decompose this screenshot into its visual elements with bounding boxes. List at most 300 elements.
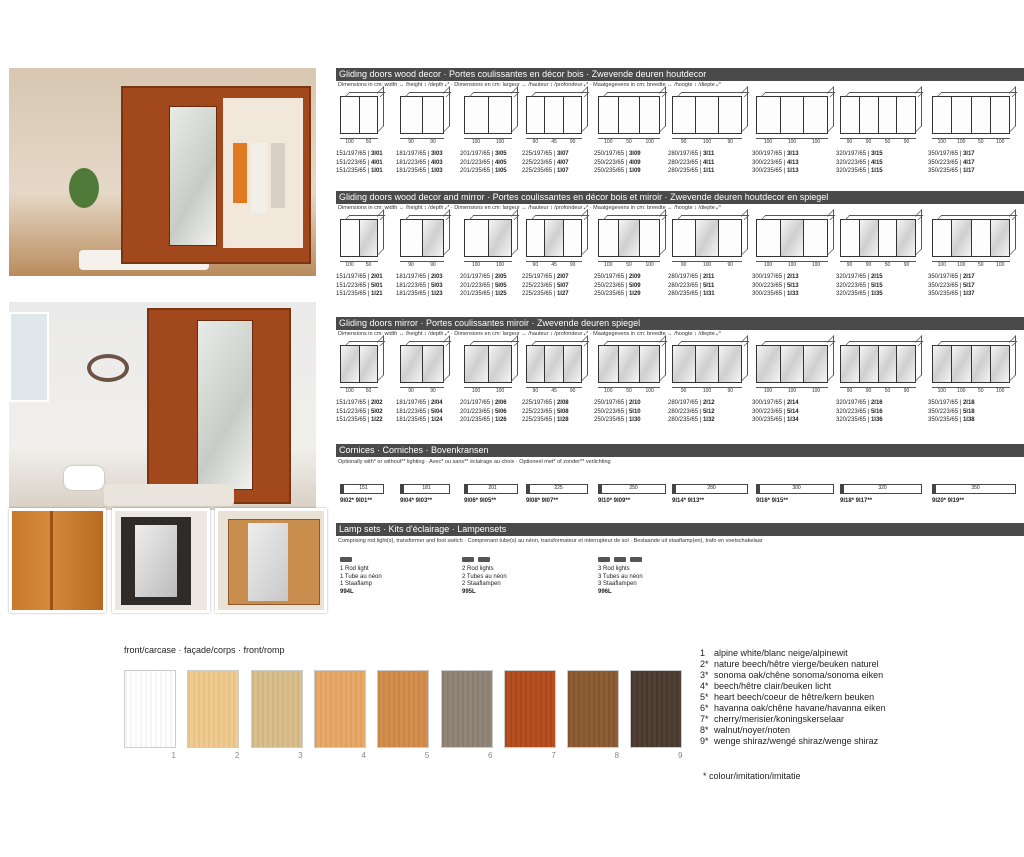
finish-swatch[interactable] (314, 670, 366, 748)
rod-light-icon (598, 557, 643, 562)
finish-swatch[interactable] (504, 670, 556, 748)
door-width-label: 90 (569, 139, 576, 145)
cornice-width: 320 (878, 485, 887, 491)
size-code-row[interactable]: 181/235/65 | 1I03 (396, 168, 443, 174)
cornice-diagram[interactable] (526, 484, 588, 494)
article-code: 2I06 (494, 400, 507, 406)
size-code-row[interactable]: 250/235/65 | 1I29 (594, 291, 641, 297)
door-width-label: 50 (626, 262, 632, 268)
wardrobe-mirror-door (197, 320, 253, 490)
door-widths (932, 261, 1010, 268)
size-code-list (336, 399, 383, 425)
size-label: 250/235/65 (594, 291, 625, 297)
size-label: 350/197/65 (928, 400, 959, 406)
door-width-label: 90 (903, 388, 910, 394)
size-code-row[interactable]: 225/235/65 | 1I28 (522, 417, 569, 423)
size-label: 300/197/65 (752, 151, 783, 157)
wardrobe-diagram[interactable] (932, 219, 1010, 257)
door-panel (545, 346, 563, 382)
size-code-list (836, 150, 883, 176)
size-label: 350/235/65 (928, 417, 959, 423)
article-code: 5I11 (702, 282, 715, 289)
door-panel (619, 346, 639, 382)
door-width-label: 90 (680, 388, 687, 394)
size-code-row[interactable]: 225/223/65 | 5I08 (522, 408, 569, 415)
wardrobe-diagram[interactable] (526, 219, 582, 257)
size-code-row[interactable]: 350/223/65 | 5I18 (928, 408, 975, 415)
door-panel (673, 346, 696, 382)
cornice-diagram[interactable] (932, 484, 1016, 494)
door-panel (972, 220, 991, 256)
door-panel (673, 220, 696, 256)
wardrobe-diagram[interactable] (526, 96, 582, 134)
size-label: 350/223/65 (928, 408, 959, 415)
door-width-label: 100 (345, 139, 354, 145)
door-width-label: 100 (811, 262, 821, 268)
article-code: 5I05 (494, 282, 507, 289)
size-code-row[interactable]: 280/197/65 | 2I11 (668, 274, 715, 280)
finish-title: front/carcase · façade/corps · front/romp (124, 645, 285, 655)
size-label: 225/197/65 (522, 400, 553, 406)
wardrobe-diagram[interactable] (756, 345, 828, 383)
wardrobe-diagram[interactable] (672, 345, 742, 383)
size-code-row[interactable]: 300/197/65 | 3I13 (752, 151, 799, 157)
size-code-row[interactable]: 181/197/65 | 2I04 (396, 400, 443, 406)
finish-number: 6* (700, 703, 709, 713)
size-code-row[interactable]: 300/235/65 | 1I33 (752, 291, 799, 297)
size-label: 151/197/65 (336, 274, 367, 280)
door-width-label: 90 (727, 388, 734, 394)
wardrobe-diagram[interactable] (340, 345, 378, 383)
size-code-row[interactable]: 181/197/65 | 2I03 (396, 274, 443, 280)
door-panel (401, 346, 423, 382)
size-code-row[interactable]: 320/235/65 | 1I36 (836, 417, 883, 423)
size-code-row[interactable]: 300/223/65 | 5I13 (752, 282, 799, 289)
size-code-row[interactable]: 250/197/65 | 3I09 (594, 151, 641, 157)
size-label: 225/223/65 (522, 159, 553, 166)
size-code-row[interactable]: 201/223/65 | 5I06 (460, 408, 507, 415)
swatch-number: 5 (424, 751, 430, 760)
swatch-number: 4 (361, 751, 366, 760)
article-code: 5I13 (786, 282, 799, 289)
size-code-row[interactable]: 300/197/65 | 2I14 (752, 400, 799, 406)
door-panel (879, 346, 898, 382)
size-code-row[interactable]: 320/223/65 | 4I15 (836, 159, 883, 166)
wardrobe-diagram[interactable] (400, 219, 444, 257)
size-label: 151/223/65 (336, 408, 367, 415)
cornice-diagram[interactable] (400, 484, 450, 494)
finish-swatch[interactable] (187, 670, 239, 748)
lamp-line: 2 Tubes au néon (462, 573, 507, 580)
door-panel (781, 220, 805, 256)
size-label: 320/223/65 (836, 282, 867, 289)
wardrobe-diagram[interactable] (932, 345, 1010, 383)
door-widths (526, 387, 582, 394)
door-panel (696, 97, 719, 133)
size-code-row[interactable]: 225/223/65 | 5I07 (522, 282, 569, 289)
size-code-row[interactable]: 181/235/65 | 1I24 (396, 417, 443, 423)
size-code-row[interactable]: 151/197/65 | 2I01 (336, 274, 383, 280)
size-label: 320/235/65 (836, 291, 867, 297)
door-widths (598, 387, 660, 394)
door-width-label: 50 (365, 388, 372, 394)
finish-legend (700, 648, 886, 747)
lamp-set[interactable] (340, 557, 382, 596)
size-code-row[interactable]: 320/223/65 | 5I16 (836, 408, 883, 415)
wardrobe-diagram[interactable] (756, 219, 828, 257)
size-code-row[interactable]: 350/223/65 | 4I17 (928, 159, 975, 166)
door-panel (640, 346, 659, 382)
size-code-row[interactable]: 300/235/65 | 1I34 (752, 417, 799, 423)
door-widths (598, 138, 660, 145)
cornice-width: 300 (792, 485, 801, 491)
size-label: 225/223/65 (522, 408, 553, 415)
finish-name: heart beech/coeur de hêtre/kern beuken (714, 692, 875, 702)
cornice-width: 250 (629, 485, 638, 491)
size-code-row[interactable]: 350/197/65 | 2I17 (928, 274, 975, 280)
size-code-row[interactable]: 280/197/65 | 3I11 (668, 151, 715, 157)
cornice-diagram[interactable] (598, 484, 666, 494)
size-code-list (460, 273, 507, 299)
finish-swatch[interactable] (124, 670, 176, 748)
cornice-width: 280 (707, 485, 716, 491)
size-label: 201/223/65 (460, 408, 491, 415)
lamp-set[interactable] (598, 557, 643, 596)
article-code: 2I01 (370, 274, 383, 280)
door-width-label: 90 (408, 139, 414, 145)
door-width-label: 90 (846, 139, 853, 145)
cornice-diagram[interactable] (840, 484, 922, 494)
size-code-row[interactable]: 320/197/65 | 3I15 (836, 151, 883, 157)
door-panel (897, 220, 915, 256)
wardrobe-diagram[interactable] (464, 345, 512, 383)
size-code-row[interactable]: 300/197/65 | 2I13 (752, 274, 799, 280)
wardrobe-diagram[interactable] (840, 345, 916, 383)
size-label: 181/197/65 (396, 151, 427, 157)
door-widths (932, 387, 1010, 394)
size-code-list (928, 273, 975, 299)
rod-light-icon (340, 557, 382, 562)
wardrobe-diagram[interactable] (598, 96, 660, 134)
size-code-row[interactable]: 201/197/65 | 3I05 (460, 151, 507, 157)
door-panel (696, 220, 719, 256)
size-code-list (396, 273, 443, 299)
size-label: 350/197/65 (928, 151, 959, 157)
size-code-row[interactable]: 201/197/65 | 2I06 (460, 400, 507, 406)
size-code-row[interactable]: 151/197/65 | 3I01 (336, 151, 383, 157)
door-panel (952, 97, 971, 133)
size-label: 280/223/65 (668, 282, 699, 289)
door-panel (991, 97, 1009, 133)
door-widths (756, 261, 828, 268)
finish-legend-row (700, 714, 886, 725)
door-panel (757, 346, 781, 382)
cornice-diagram[interactable] (756, 484, 834, 494)
wardrobe-diagram[interactable] (400, 96, 444, 134)
open-closet (223, 98, 303, 248)
size-label: 181/235/65 (396, 417, 427, 423)
door-panel (360, 97, 378, 133)
finish-legend-row (700, 648, 886, 659)
article-code: 5I06 (494, 408, 507, 415)
door-width-label: 90 (727, 139, 734, 145)
door-panel (341, 346, 360, 382)
cornice-diagram[interactable] (672, 484, 748, 494)
size-code-row[interactable]: 250/197/65 | 2I10 (594, 400, 641, 406)
door-width-label: 90 (680, 262, 687, 268)
wardrobe-diagram[interactable] (598, 219, 660, 257)
size-code-row[interactable]: 225/197/65 | 2I07 (522, 274, 569, 280)
cornice-diagram[interactable] (464, 484, 518, 494)
size-code-row[interactable]: 250/235/65 | 1I30 (594, 417, 641, 423)
article-code: 5I09 (628, 282, 641, 289)
wardrobe-diagram[interactable] (756, 96, 828, 134)
size-label: 350/223/65 (928, 282, 959, 289)
wardrobe-diagram[interactable] (672, 96, 742, 134)
door-widths (672, 261, 742, 268)
size-code-row[interactable]: 250/223/65 | 5I10 (594, 408, 641, 415)
door-panel (804, 220, 827, 256)
finish-swatch[interactable] (251, 670, 303, 748)
door-width-label: 45 (551, 388, 557, 394)
size-label: 225/197/65 (522, 151, 553, 157)
door-panel (564, 346, 581, 382)
door-width-label: 100 (495, 262, 505, 268)
door-panel (804, 346, 827, 382)
door-panel (423, 220, 444, 256)
beech-wardrobe-thumbnail (215, 508, 327, 613)
size-code-row[interactable]: 151/197/65 | 2I02 (336, 400, 383, 406)
article-code: 3I01 (370, 151, 383, 157)
door-panel (564, 220, 581, 256)
size-code-row[interactable]: 225/235/65 | 1I27 (522, 291, 569, 297)
size-label: 181/197/65 (396, 400, 427, 406)
size-code-row[interactable]: 350/235/65 | 1I38 (928, 417, 975, 423)
article-code: 5I02 (370, 408, 383, 415)
size-code-row[interactable]: 225/235/65 | 1I07 (522, 168, 569, 174)
size-code-row[interactable]: 225/223/65 | 4I07 (522, 159, 569, 166)
size-label: 201/235/65 (460, 168, 491, 174)
size-label: 181/223/65 (396, 408, 427, 415)
size-code-row[interactable]: 280/197/65 | 2I12 (668, 400, 715, 406)
size-code-row[interactable]: 280/235/65 | 1I11 (668, 168, 715, 174)
size-label: 300/223/65 (752, 159, 783, 166)
article-code: 1I25 (494, 291, 507, 297)
lamp-set[interactable] (462, 557, 507, 596)
door-width-label: 100 (495, 388, 505, 394)
door-panel (991, 220, 1009, 256)
wardrobe-diagram[interactable] (464, 96, 512, 134)
door-panel (527, 97, 545, 133)
size-code-row[interactable]: 280/223/65 | 5I11 (668, 282, 715, 289)
size-code-list (752, 150, 799, 176)
door-widths (840, 138, 916, 145)
door-width-label: 100 (996, 139, 1005, 145)
cornices-note: Optionally with* or without** lighting · Avec* ou sans** éclairage au choix · Optioneel met* of zonder** verlichting (338, 459, 611, 465)
size-label: 250/197/65 (594, 151, 625, 157)
door-panel (527, 220, 545, 256)
size-label: 181/223/65 (396, 282, 427, 289)
size-code-row[interactable]: 300/235/65 | 1I13 (752, 168, 799, 174)
article-code: 4I05 (494, 159, 507, 166)
door-panel (341, 97, 360, 133)
size-code-row[interactable]: 280/223/65 | 4I11 (668, 159, 715, 166)
size-code-row[interactable]: 320/197/65 | 2I15 (836, 274, 883, 280)
door-width-label: 100 (811, 388, 821, 394)
wardrobe-diagram[interactable] (840, 96, 916, 134)
wardrobe-diagram[interactable] (598, 345, 660, 383)
size-code-row[interactable]: 280/223/65 | 5I12 (668, 408, 715, 415)
article-code: 4I07 (556, 159, 569, 166)
cornice-width: 201 (488, 485, 497, 491)
article-code: 2I03 (430, 274, 443, 280)
article-code: 2I13 (786, 274, 799, 280)
size-code-row[interactable]: 151/223/65 | 5I02 (336, 408, 383, 415)
wardrobe-diagram[interactable] (464, 219, 512, 257)
finish-swatch[interactable] (377, 670, 429, 748)
size-code-row[interactable]: 181/223/65 | 5I03 (396, 282, 443, 289)
size-code-row[interactable]: 350/197/65 | 3I17 (928, 151, 975, 157)
size-code-row[interactable]: 201/235/65 | 1I25 (460, 291, 507, 297)
wardrobe-diagram[interactable] (932, 96, 1010, 134)
size-code-row[interactable]: 201/223/65 | 5I05 (460, 282, 507, 289)
size-code-row[interactable]: 320/235/65 | 1I35 (836, 291, 883, 297)
wardrobe-diagram[interactable] (840, 219, 916, 257)
size-code-row[interactable]: 181/223/65 | 4I03 (396, 159, 443, 166)
finish-name: havanna oak/chêne havane/havanna eiken (714, 703, 886, 713)
size-label: 280/197/65 (668, 400, 699, 406)
finish-number: 9* (700, 736, 709, 746)
size-code-row[interactable]: 320/235/65 | 1I15 (836, 168, 883, 174)
door-width-label: 100 (957, 139, 966, 145)
size-code-row[interactable]: 181/197/65 | 3I03 (396, 151, 443, 157)
door-widths (340, 138, 378, 145)
cornice-diagram[interactable] (340, 484, 384, 494)
wardrobe-diagram[interactable] (526, 345, 582, 383)
finish-swatch[interactable] (441, 670, 493, 748)
size-label: 181/197/65 (396, 274, 427, 280)
door-panel (972, 97, 991, 133)
living-room-photo (9, 302, 316, 510)
size-code-row[interactable]: 151/223/65 | 4I01 (336, 159, 383, 166)
cornice-codes: 9I02* 9I01** (340, 498, 373, 504)
size-code-row[interactable]: 151/235/65 | 1I22 (336, 417, 383, 423)
size-code-row[interactable]: 320/223/65 | 5I15 (836, 282, 883, 289)
door-panel (696, 346, 719, 382)
finish-name: walnut/noyer/noten (714, 725, 791, 735)
size-code-row[interactable]: 280/235/65 | 1I31 (668, 291, 715, 297)
size-code-row[interactable]: 151/235/65 | 1I21 (336, 291, 383, 297)
wardrobe-diagram[interactable] (400, 345, 444, 383)
cornice-codes: 9I20* 9I19** (932, 498, 965, 504)
size-label: 250/235/65 (594, 168, 625, 174)
door-width-label: 100 (604, 388, 613, 394)
size-code-row[interactable]: 350/235/65 | 1I17 (928, 168, 975, 174)
size-label: 151/223/65 (336, 159, 367, 166)
size-code-row[interactable]: 181/223/65 | 5I04 (396, 408, 443, 415)
door-width-label: 100 (471, 262, 481, 268)
article-code: 2I09 (628, 274, 641, 280)
size-code-row[interactable]: 320/197/65 | 2I16 (836, 400, 883, 406)
article-code: 2I10 (628, 400, 641, 406)
size-code-row[interactable]: 201/235/65 | 1I05 (460, 168, 507, 174)
door-panel (527, 346, 545, 382)
wardrobe-diagram[interactable] (672, 219, 742, 257)
article-code: 5I16 (870, 408, 883, 415)
size-label: 250/223/65 (594, 282, 625, 289)
door-panel (599, 220, 619, 256)
article-code: 5I15 (870, 282, 883, 289)
size-code-row[interactable]: 151/223/65 | 5I01 (336, 282, 383, 289)
finish-number: 2* (700, 659, 709, 669)
size-code-row[interactable]: 151/235/65 | 1I01 (336, 168, 383, 174)
article-code: 1I22 (370, 417, 383, 423)
door-widths (464, 138, 512, 145)
door-width-label: 90 (846, 262, 853, 268)
size-code-row[interactable]: 250/197/65 | 2I09 (594, 274, 641, 280)
cornice-width: 350 (971, 485, 980, 491)
door-panel (489, 346, 512, 382)
door-panel (933, 220, 952, 256)
article-code: 1I05 (494, 168, 507, 174)
size-code-row[interactable]: 201/197/65 | 2I05 (460, 274, 507, 280)
finish-number: 1 (700, 648, 706, 658)
door-widths (400, 138, 444, 145)
lamp-sets-header: Lamp sets · Kits d'éclairage · Lampensets (336, 523, 1024, 536)
article-code: 4I17 (962, 159, 975, 166)
size-code-row[interactable]: 201/235/65 | 1I26 (460, 417, 507, 423)
door-widths (598, 261, 660, 268)
door-width-label: 45 (551, 262, 557, 268)
size-code-row[interactable]: 250/223/65 | 5I09 (594, 282, 641, 289)
size-code-row[interactable]: 225/197/65 | 2I08 (522, 400, 569, 406)
size-code-row[interactable]: 350/223/65 | 5I17 (928, 282, 975, 289)
door-panel (757, 97, 781, 133)
size-code-row[interactable]: 201/223/65 | 4I05 (460, 159, 507, 166)
cornice-codes: 9I18* 9I17** (840, 498, 873, 504)
size-code-row[interactable]: 280/235/65 | 1I32 (668, 417, 715, 423)
finish-swatch[interactable] (630, 670, 682, 748)
cornice-codes: 9I16* 9I15** (756, 498, 789, 504)
section-header: Gliding doors wood decor and mirror · Portes coulissantes en décor bois et miroir · Zwevende deuren houtdecor en spiegel (336, 191, 1024, 204)
article-code: 1I29 (628, 291, 641, 297)
size-code-row[interactable]: 300/223/65 | 5I14 (752, 408, 799, 415)
wardrobe-diagram[interactable] (340, 219, 378, 257)
size-code-list (336, 273, 383, 299)
swatch-number: 1 (171, 751, 176, 760)
size-code-row[interactable]: 350/235/65 | 1I37 (928, 291, 975, 297)
size-code-list (522, 150, 569, 176)
article-code: 2I14 (786, 400, 799, 406)
size-code-row[interactable]: 300/223/65 | 4I13 (752, 159, 799, 166)
door-widths (400, 261, 444, 268)
door-width-label: 45 (551, 139, 557, 145)
wardrobe-diagram[interactable] (340, 96, 378, 134)
size-code-row[interactable]: 250/235/65 | 1I09 (594, 168, 641, 174)
size-code-row[interactable]: 250/223/65 | 4I09 (594, 159, 641, 166)
size-code-row[interactable]: 225/197/65 | 3I07 (522, 151, 569, 157)
door-panel (341, 220, 360, 256)
door-width-label: 100 (495, 139, 505, 145)
finish-swatch[interactable] (567, 670, 619, 748)
door-panel (619, 220, 639, 256)
size-code-row[interactable]: 350/197/65 | 2I18 (928, 400, 975, 406)
pouf (64, 466, 104, 490)
cornice-codes: 9I04* 9I03** (400, 498, 433, 504)
size-code-row[interactable]: 181/235/65 | 1I23 (396, 291, 443, 297)
article-code: 2I07 (556, 274, 569, 280)
cornice-codes: 9I10* 9I09** (598, 498, 631, 504)
